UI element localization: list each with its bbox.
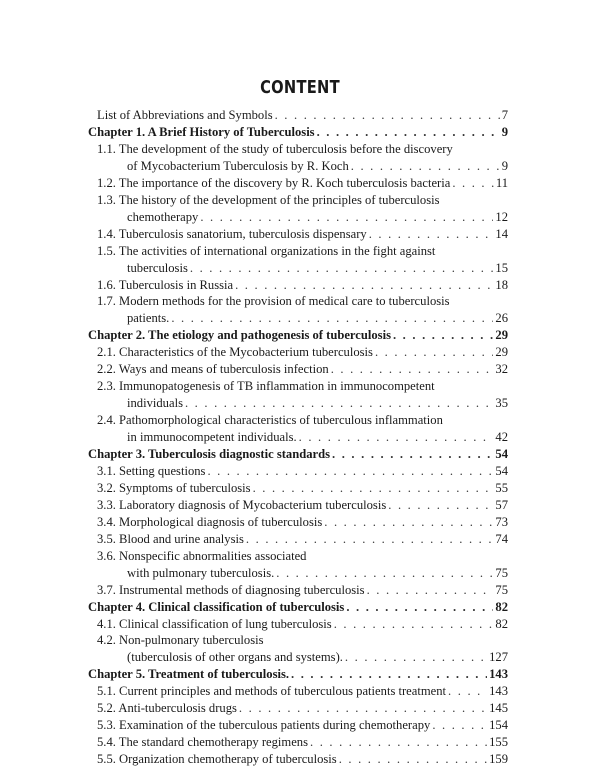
toc-leader-dots [375, 344, 493, 361]
toc-page-number: 7 [501, 108, 508, 122]
page-title: CONTENT [260, 78, 340, 98]
toc-entry [97, 717, 508, 734]
toc-leader-dots [239, 700, 487, 717]
toc-leader-dots [317, 124, 500, 141]
toc-chapter-entry [88, 599, 508, 616]
toc-entry [97, 463, 508, 480]
toc-page-number: 32 [495, 362, 508, 377]
toc-leader-dots [334, 616, 494, 633]
toc-entry-title: patients. [127, 311, 170, 326]
toc-page-number: 143 [489, 684, 508, 699]
toc-entry [97, 412, 508, 429]
toc-entry-title: 5.2. Anti-tuberculosis drugs [97, 701, 237, 716]
toc-entry [97, 344, 508, 361]
toc-leader-dots [432, 717, 487, 734]
toc-leader-dots [190, 260, 494, 277]
toc-leader-dots [276, 565, 493, 582]
toc-entry-title: 5.1. Current principles and methods of tuberculous patients treatment [97, 684, 447, 699]
toc-entry [97, 683, 508, 700]
toc-chapter-entry [88, 446, 508, 463]
toc-entry [97, 548, 508, 565]
toc-page-number: 82 [495, 599, 508, 614]
toc-entry [97, 277, 508, 294]
toc-entry-title: 5.4. The standard chemotherapy regimens [97, 735, 308, 750]
toc-page-number: 154 [489, 718, 508, 733]
toc-entry-title: 4.1. Clinical classification of lung tuberculosis [97, 616, 332, 631]
toc-entry-title: Chapter 1. A Brief History of Tuberculosis [88, 124, 315, 139]
toc-entry [127, 158, 508, 175]
toc-page-number: 9 [501, 124, 508, 139]
toc-entry-title: 2.1. Characteristics of the Mycobacterium tuberculosis [97, 345, 373, 360]
toc-entry [97, 514, 508, 531]
toc-page-number: 35 [495, 396, 508, 411]
toc-leader-dots [185, 395, 493, 412]
toc-leader-dots [246, 531, 493, 548]
toc-leader-dots [299, 429, 494, 446]
toc-entry-title: 3.1. Setting questions [97, 463, 206, 478]
toc-leader-dots [332, 446, 493, 463]
toc-page-number: 155 [489, 735, 508, 750]
toc-page-number: 75 [495, 565, 508, 580]
toc-entry-title: with pulmonary tuberculosis. [127, 565, 275, 580]
toc-page-number: 29 [495, 328, 508, 343]
toc-entry-title: 1.6. Tuberculosis in Russia [97, 277, 234, 292]
toc-entry [97, 734, 508, 751]
toc-entry-title: in immunocompetent individuals. [127, 430, 297, 445]
toc-leader-dots [324, 514, 493, 531]
toc-page-number: 54 [495, 447, 508, 461]
toc-leader-dots [207, 463, 493, 480]
toc-entry-title: 3.2. Symptoms of tuberculosis [97, 480, 251, 495]
toc-page-number: 73 [495, 514, 508, 529]
toc-entry-title: 2.2. Ways and means of tuberculosis infection [97, 362, 329, 377]
toc-leader-dots [235, 277, 493, 294]
toc-entry-title: Chapter 3. Tuberculosis diagnostic standards [88, 447, 331, 461]
toc-entry-title: List of Abbreviations and Symbols [97, 108, 273, 122]
toc-entry [97, 226, 508, 243]
toc-leader-dots [367, 582, 494, 599]
toc-page-number: 11 [495, 175, 508, 190]
toc-chapter-entry [88, 327, 508, 344]
toc-entry-title: tuberculosis [127, 260, 188, 275]
toc-page-number: 42 [495, 430, 508, 445]
toc-entry [127, 395, 508, 412]
toc-entry [127, 260, 508, 277]
toc-entry [97, 480, 508, 497]
toc-entry-title: 3.3. Laboratory diagnosis of Mycobacterium tuberculosis [97, 497, 387, 512]
toc-entry [127, 429, 508, 446]
toc-entry [97, 141, 508, 158]
toc-entry-title: of Mycobacterium Tuberculosis by R. Koch [127, 158, 349, 173]
toc-leader-dots [310, 734, 487, 751]
toc-entry [97, 361, 508, 378]
toc-page-number: 12 [495, 209, 508, 224]
toc-entry [97, 751, 508, 768]
toc-entry-title: 5.5. Organization chemotherapy of tuberculosis [97, 752, 337, 767]
toc-page-number: 57 [495, 497, 508, 512]
toc-entry-title: 1.2. The importance of the discovery by R. Koch tuberculosis bacteria [97, 175, 451, 190]
toc-entry [97, 107, 508, 124]
toc-leader-dots [339, 751, 487, 768]
toc-page-number: 75 [495, 582, 508, 597]
toc-page-number: 29 [495, 345, 508, 360]
toc-leader-dots [275, 107, 500, 124]
toc-entry-title: 4.2. Non-pulmonary tuberculosis [97, 633, 264, 648]
toc-entry [97, 293, 508, 310]
toc-entry [97, 175, 508, 192]
toc-entry [97, 632, 508, 649]
toc-page-number: 145 [489, 701, 508, 716]
toc-entry-title: 1.5. The activities of international organizations in the fight against [97, 243, 436, 258]
toc-page-number: 159 [489, 752, 508, 767]
toc-entry-title: 3.6. Nonspecific abnormalities associated [97, 548, 307, 563]
toc-leader-dots [351, 158, 500, 175]
toc-entry [127, 649, 508, 666]
toc-page-number: 15 [495, 260, 508, 275]
toc-entry-title: 3.7. Instrumental methods of diagnosing tuberculosis [97, 582, 365, 597]
toc-leader-dots [345, 649, 487, 666]
toc-page-number: 127 [489, 650, 508, 665]
toc-leader-dots [448, 683, 487, 700]
toc-leader-dots [388, 497, 493, 514]
toc-leader-dots [369, 226, 494, 243]
toc-page-number: 9 [501, 158, 508, 173]
toc-leader-dots [393, 327, 493, 344]
toc-entry-title: Chapter 4. Clinical classification of tuberculosis [88, 599, 345, 614]
toc-entry-title: 1.4. Tuberculosis sanatorium, tuberculosis dispensary [97, 226, 367, 241]
toc-entry-title: 2.3. Immunopatogenesis of TB inflammation in immunocompetent [97, 379, 435, 394]
toc-page-number: 26 [495, 311, 508, 326]
toc-leader-dots [346, 599, 493, 616]
toc-page-number: 14 [495, 226, 508, 241]
toc-entry [97, 616, 508, 633]
toc-page-number: 18 [495, 277, 508, 292]
toc-chapter-entry [88, 666, 508, 683]
toc-leader-dots [331, 361, 494, 378]
toc-page-number: 55 [495, 480, 508, 495]
toc-leader-dots [253, 480, 494, 497]
toc-leader-dots [291, 666, 487, 683]
toc-entry-title: chemotherapy [127, 209, 199, 224]
toc-entry [97, 378, 508, 395]
toc-entry-title: 3.4. Morphological diagnosis of tuberculosis [97, 514, 323, 529]
toc-chapter-entry [88, 124, 508, 141]
toc-entry-title: 3.5. Blood and urine analysis [97, 531, 244, 546]
toc-entry-title: 1.1. The development of the study of tuberculosis before the discovery [97, 141, 453, 156]
toc-page-number: 74 [495, 531, 508, 546]
toc-entry-title: 2.4. Pathomorphological characteristics of tuberculous inflammation [97, 413, 443, 428]
toc-entry [97, 531, 508, 548]
toc-entry-title: 1.7. Modern methods for the provision of medical care to tuberculosis [97, 294, 450, 309]
toc-entry [97, 700, 508, 717]
toc-entry [97, 582, 508, 599]
toc-leader-dots [171, 310, 493, 327]
toc-entry-title: individuals [127, 396, 183, 411]
toc-entry [97, 192, 508, 209]
toc-entry [127, 209, 508, 226]
toc-page-number: 82 [495, 616, 508, 631]
toc-entry-title: 1.3. The history of the development of the principles of tuberculosis [97, 192, 440, 207]
toc-entry-title: 5.3. Examination of the tuberculous patients during chemotherapy [97, 718, 431, 733]
toc-entry [97, 497, 508, 514]
toc-leader-dots [452, 175, 494, 192]
toc-entry [127, 565, 508, 582]
toc-page-number: 54 [495, 463, 508, 478]
toc-entry-title: (tuberculosis of other organs and systems). [127, 650, 343, 665]
toc-page-number: 143 [489, 667, 508, 682]
toc-entry [127, 310, 508, 327]
toc-entry [97, 243, 508, 260]
toc-entry-title: Chapter 2. The etiology and pathogenesis of tuberculosis [88, 328, 391, 343]
toc-leader-dots [200, 209, 493, 226]
toc-entry-title: Chapter 5. Treatment of tuberculosis. [88, 667, 290, 682]
